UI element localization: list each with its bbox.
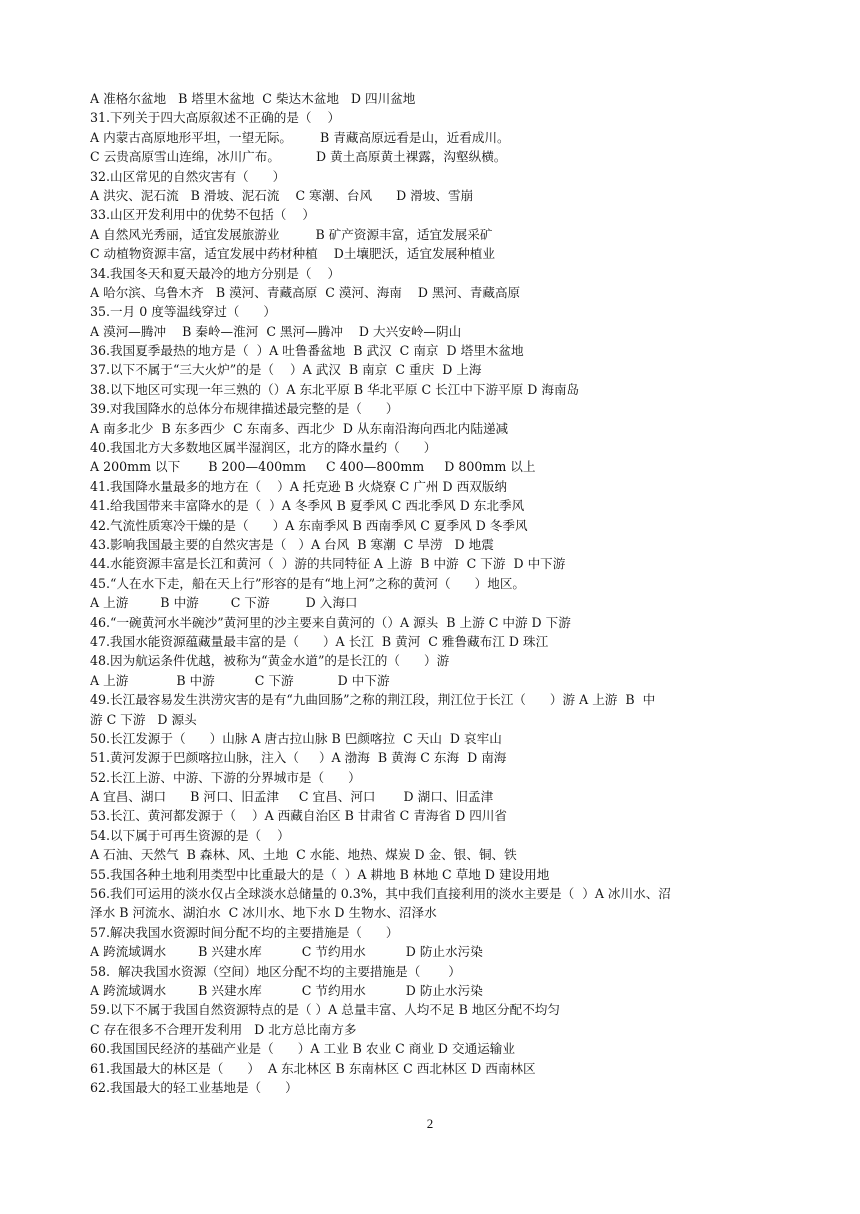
page-number: 2 <box>426 1116 434 1131</box>
text-line: 46.“一碗黄河水半碗沙”黄河里的沙主要来自黄河的（）A 源头 B 上游 C 中游 D 下游 <box>90 614 571 630</box>
text-line: 36.我国夏季最热的地方是（ ）A 吐鲁番盆地 B 武汉 C 南京 D 塔里木盆地 <box>90 343 524 359</box>
text-line: 43.影响我国最主要的自然灾害是（ ）A 台风 B 寒潮 C 旱涝 D 地震 <box>90 536 494 552</box>
text-line: A 上游 B 中游 C 下游 D 中下游 <box>90 672 390 688</box>
text-line: 49.长江最容易发生洪涝灾害的是有“九曲回肠”之称的荆江段，荆江位于长江（ ）游 A 上游 B 中 <box>90 692 656 708</box>
text-line: 31.下列关于四大高原叙述不正确的是（ ） <box>90 110 341 126</box>
text-line: 41.我国降水量最多的地方在（ ）A 托克逊 B 火烧寮 C 广州 D 西双版纳 <box>90 478 507 494</box>
question-text-block <box>90 89 780 1097</box>
text-line: 56.我们可运用的淡水仅占全球淡水总储量的 0.3%，其中我们直接利用的淡水主要是（ ）A 冰川水、沼 <box>90 886 671 902</box>
text-line: 38.以下地区可实现一年三熟的（）A 东北平原 B 华北平原 C 长江中下游平原 D 海南岛 <box>90 381 580 397</box>
text-line: 60.我国国民经济的基础产业是（ ）A 工业 B 农业 C 商业 D 交通运输业 <box>90 1041 515 1057</box>
text-line: 54.以下属于可再生资源的是（ ） <box>90 827 290 843</box>
text-line: A 自然风光秀丽，适宜发展旅游业 B 矿产资源丰富，适宜发展采矿 <box>90 226 493 242</box>
text-line: 34.我国冬天和夏天最冷的地方分别是（ ） <box>90 265 341 281</box>
text-line: C 存在很多不合理开发利用 D 北方总比南方多 <box>90 1021 357 1037</box>
text-line: 58. 解决我国水资源（空间）地区分配不均的主要措施是（ ） <box>90 963 461 979</box>
text-line: 52.长江上游、中游、下游的分界城市是（ ） <box>90 769 361 785</box>
text-line: A 跨流域调水 B 兴建水库 C 节约用水 D 防止水污染 <box>90 944 483 960</box>
text-line: C 云贵高原雪山连绵，冰川广布。 D 黄土高原黄土裸露，沟壑纵横。 <box>90 149 507 165</box>
text-line: 32.山区常见的自然灾害有（ ） <box>90 168 286 184</box>
text-line: 泽水 B 河流水、湖泊水 C 冰川水、地下水 D 生物水、沼泽水 <box>90 905 437 921</box>
text-line: A 石油、天然气 B 森林、风、土地 C 水能、地热、煤炭 D 金、银、铜、铁 <box>90 847 517 863</box>
text-line: 50.长江发源于（ ）山脉 A 唐古拉山脉 B 巴颜喀拉 C 天山 D 哀牢山 <box>90 730 502 746</box>
text-line: 33.山区开发利用中的优势不包括（ ） <box>90 207 315 223</box>
text-line: A 漠河—腾冲 B 秦岭—淮河 C 黑河—腾冲 D 大兴安岭—阴山 <box>90 323 462 339</box>
text-line: A 哈尔滨、乌鲁木齐 B 漠河、青藏高原 C 漠河、海南 D 黑河、青藏高原 <box>90 284 521 300</box>
text-line: A 内蒙古高原地形平坦，一望无际。 B 青藏高原远看是山，近看成川。 <box>90 129 510 145</box>
text-line: 53.长江、黄河都发源于（ ）A 西藏自治区 B 甘肃省 C 青海省 D 四川省 <box>90 808 507 824</box>
text-line: A 南多北少 B 东多西少 C 东南多、西北少 D 从东南沿海向西北内陆递减 <box>90 420 509 436</box>
text-line: 61.我国最大的林区是（ ） A 东北林区 B 东南林区 C 西北林区 D 西南林区 <box>90 1060 536 1076</box>
text-line: A 准格尔盆地 B 塔里木盆地 C 柴达木盆地 D 四川盆地 <box>90 91 416 106</box>
text-line: C 动植物资源丰富，适宜发展中药材种植 D土壤肥沃，适宜发展种植业 <box>90 246 495 262</box>
text-line: 37.以下不属于“三大火炉”的是（ ）A 武汉 B 南京 C 重庆 D 上海 <box>90 362 482 378</box>
text-line: A 宜昌、湖口 B 河口、旧孟津 C 宜昌、河口 D 湖口、旧孟津 <box>90 789 494 805</box>
text-line: 42.气流性质寒冷干燥的是（ ）A 东南季风 B 西南季风 C 夏季风 D 冬季风 <box>90 517 528 533</box>
text-line: 39.对我国降水的总体分布规律描述最完整的是（ ） <box>90 401 399 417</box>
text-line: A 上游 B 中游 C 下游 D 入海口 <box>90 595 358 611</box>
text-line: 48.因为航运条件优越，被称为“黄金水道”的是长江的（ ）游 <box>90 653 450 669</box>
text-line: 55.我国各种土地利用类型中比重最大的是（ ）A 耕地 B 林地 C 草地 D 建设用地 <box>90 866 550 882</box>
text-line: A 洪灾、泥石流 B 滑坡、泥石流 C 寒潮、台风 D 滑坡、雪崩 <box>90 187 474 203</box>
text-line: 62.我国最大的轻工业基地是（ ） <box>90 1079 298 1095</box>
text-line: A 200mm 以下 B 200—400mm C 400—800mm D 800mm 以上 <box>90 459 536 475</box>
text-line: 59.以下不属于我国自然资源特点的是（ ）A 总量丰富、人均不足 B 地区分配不均匀 <box>90 1002 560 1018</box>
text-line: 35.一月 0 度等温线穿过（ ） <box>90 304 277 320</box>
text-line: 游 C 下游 D 源头 <box>90 711 197 727</box>
text-line: 47.我国水能资源蕴藏量最丰富的是（ ）A 长江 B 黄河 C 雅鲁藏布江 D 珠江 <box>90 633 549 649</box>
text-line: 44.水能资源丰富是长江和黄河（ ）游的共同特征 A 上游 B 中游 C 下游 D 中下游 <box>90 556 566 572</box>
text-line: 45.“人在水下走，船在天上行”形容的是有“地上河”之称的黄河（ ）地区。 <box>90 575 526 591</box>
text-line: 57.解决我国水资源时间分配不均的主要措施是（ ） <box>90 924 399 940</box>
text-line: 51.黄河发源于巴颜喀拉山脉，注入（ ）A 渤海 B 黄海 C 东海 D 南海 <box>90 750 507 766</box>
text-line: 41.给我国带来丰富降水的是（ ）A 冬季风 B 夏季风 C 西北季风 D 东北季风 <box>90 498 525 514</box>
text-line: A 跨流域调水 B 兴建水库 C 节约用水 D 防止水污染 <box>90 982 483 998</box>
text-line: 40.我国北方大多数地区属半湿润区，北方的降水量约（ ） <box>90 440 437 456</box>
